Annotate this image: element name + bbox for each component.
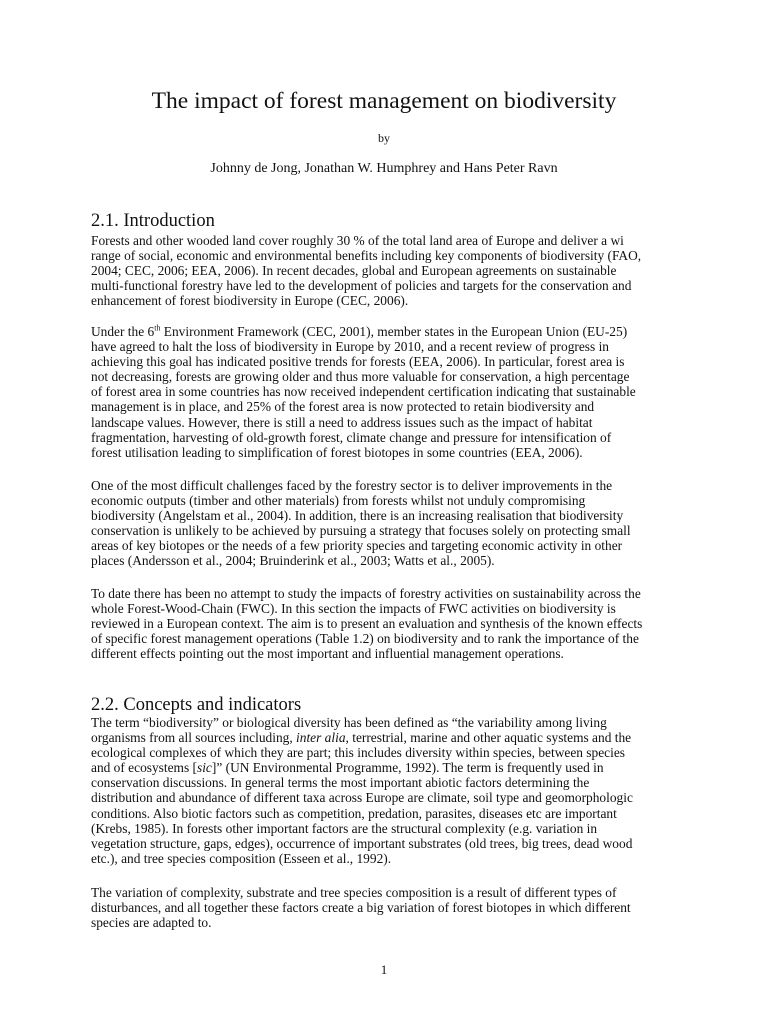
section-heading-introduction: 2.1. Introduction bbox=[91, 211, 215, 231]
text-run: , terrestrial, marine and other aquatic systems and the bbox=[345, 730, 632, 746]
text-line: forest utilisation leading to simplification of forest biotopes in some countries (EEA, 2006). bbox=[91, 444, 583, 460]
text-line: enhancement of forest biodiversity in Europe (CEC, 2006). bbox=[91, 293, 409, 309]
section-heading-concepts: 2.2. Concepts and indicators bbox=[91, 695, 302, 715]
text-line: not decreasing, forests are growing older and thus more valuable for conservation, a high percentage bbox=[91, 369, 630, 385]
paragraph bbox=[91, 715, 691, 866]
text-run: ]” (UN Environmental Programme, 1992). The term is frequently used in bbox=[211, 760, 604, 776]
paragraph bbox=[91, 324, 691, 460]
text-run: Environment Framework (CEC, 2001), member states in the European Union (EU-25) bbox=[160, 324, 628, 339]
italic-text: sic bbox=[196, 760, 212, 776]
text-line: landscape values. However, there is still a need to address issues such as the impact of habitat bbox=[91, 414, 593, 430]
text-line: conservation is unlikely to be achieved by pursuing a strategy that focuses solely on protecting small bbox=[91, 523, 631, 539]
text-line: etc.), and tree species composition (Esseen et al., 1992). bbox=[91, 850, 392, 866]
paragraph bbox=[91, 478, 691, 569]
text-line: whole Forest-Wood-Chain (FWC). In this section the impacts of FWC activities on biodiversity is bbox=[91, 601, 616, 617]
text-line: disturbances, and all together these factors create a big variation of forest biotopes in which different bbox=[91, 900, 631, 916]
authors-line: Johnny de Jong, Jonathan W. Humphrey and Hans Peter Ravn bbox=[210, 161, 558, 176]
text-line bbox=[91, 730, 691, 745]
italic-text: inter alia bbox=[296, 730, 346, 746]
paragraph bbox=[91, 233, 691, 308]
text-run: and of ecosystems [ bbox=[91, 760, 197, 776]
text-line: The term “biodiversity” or biological diversity has been defined as “the variability among living bbox=[91, 715, 607, 730]
text-line: of forest area in some countries has now received independent certification indicating that sustainable bbox=[91, 384, 636, 400]
byline-label: by bbox=[378, 131, 390, 145]
text-line: fragmentation, harvesting of old-growth forest, climate change and pressure for intensification of bbox=[91, 429, 612, 445]
text-line: different effects pointing out the most important and influential management operations. bbox=[91, 646, 564, 662]
text-line: biodiversity (Angelstam et al., 2004). In addition, there is an increasing realisation that biodiversity bbox=[91, 508, 624, 524]
text-line: achieving this goal has indicated positive trends for forests (EEA, 2006). In particular, forest area is bbox=[91, 354, 625, 370]
text-run: Under the 6 bbox=[91, 324, 155, 339]
text-line: of specific forest management operations (Table 1.2) on biodiversity and to rank the importance of the bbox=[91, 631, 639, 647]
text-line: areas of key biotopes or the needs of a few priority species and targeting economic activity in other bbox=[91, 538, 623, 554]
text-line: management is in place, and 25% of the forest area is now protected to retain biodiversity and bbox=[91, 399, 595, 415]
text-line: economic outputs (timber and other materials) from forests whilst not unduly compromising bbox=[91, 493, 586, 509]
text-line: places (Andersson et al., 2004; Bruinderink et al., 2003; Watts et al., 2005). bbox=[91, 553, 495, 569]
text-line bbox=[91, 760, 691, 775]
text-line: have agreed to halt the loss of biodiversity in Europe by 2010, and a recent review of progress in bbox=[91, 339, 609, 355]
text-run: organisms from all sources including, bbox=[91, 730, 297, 746]
paragraph bbox=[91, 885, 691, 930]
page-number: 1 bbox=[380, 962, 388, 977]
text-line: Forests and other wooded land cover roughly 30 % of the total land area of Europe and deliver a wi bbox=[91, 233, 624, 248]
text-line: conservation discussions. In general terms the most important abiotic factors determining the bbox=[91, 775, 590, 791]
text-line: One of the most difficult challenges faced by the forestry sector is to deliver improvements in the bbox=[91, 478, 613, 493]
superscript: th bbox=[154, 323, 161, 333]
text-line: The variation of complexity, substrate and tree species composition is a result of different types of bbox=[91, 885, 617, 900]
text-line: 2004; CEC, 2006; EEA, 2006). In recent decades, global and European agreements on sustainable bbox=[91, 263, 617, 279]
text-line: species are adapted to. bbox=[91, 915, 212, 931]
text-line: conditions. Also biotic factors such as competition, predation, parasites, diseases etc are important bbox=[91, 805, 617, 821]
text-line: range of social, economic and environmental benefits including key components of biodiversity (FAO, bbox=[91, 248, 642, 264]
text-line: ecological complexes of which they are part; this includes diversity within species, between species bbox=[91, 745, 625, 761]
text-line: multi-functional forestry have led to the development of policies and targets for the conservation and bbox=[91, 278, 632, 294]
text-line: To date there has been no attempt to study the impacts of forestry activities on sustainability across the bbox=[91, 586, 641, 601]
text-line: reviewed in a European context. The aim is to present an evaluation and synthesis of the known effects bbox=[91, 616, 643, 632]
text-line: (Krebs, 1985). In forests other important factors are the structural complexity (e.g. variation in bbox=[91, 820, 598, 836]
paragraph bbox=[91, 586, 691, 661]
document-title: The impact of forest management on biodiversity bbox=[151, 88, 617, 114]
text-line bbox=[91, 324, 691, 339]
text-line: distribution and abundance of different taxa across Europe are climate, soil type and geomorphologic bbox=[91, 790, 633, 806]
text-line: vegetation structure, gaps, edges), occurrence of important substrates (old trees, big trees, dead wood bbox=[91, 835, 633, 851]
